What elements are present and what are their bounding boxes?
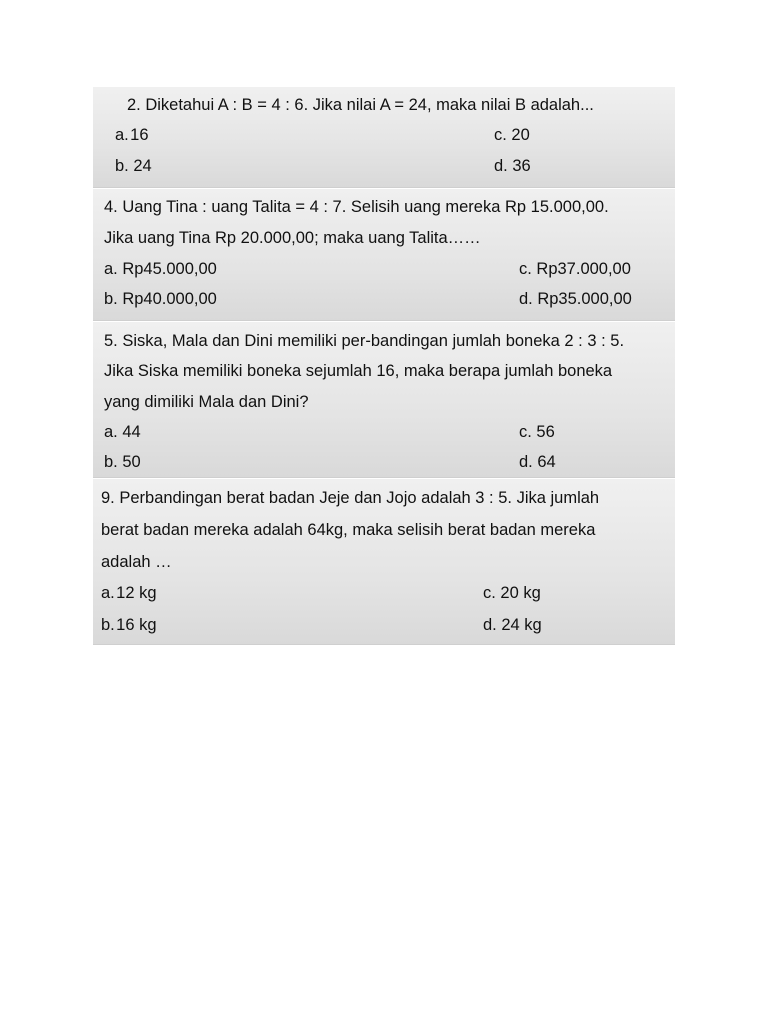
question-5-text-line-3: yang dimiliki Mala dan Dini?: [104, 393, 309, 411]
question-4-option-b: b. Rp40.000,00: [104, 290, 217, 308]
question-2-text: 2. Diketahui A : B = 4 : 6. Jika nilai A = 24, maka nilai B adalah...: [127, 96, 594, 114]
question-5-text-line-2: Jika Siska memiliki boneka sejumlah 16, maka berapa jumlah boneka: [104, 362, 613, 380]
question-9-text-line-2: berat badan mereka adalah 64kg, maka selisih berat badan mereka: [101, 521, 596, 539]
question-4-option-a: a. Rp45.000,00: [104, 260, 217, 278]
question-4-text-line-1: 4. Uang Tina : uang Talita = 4 : 7. Selisih uang mereka Rp 15.000,00.: [104, 198, 609, 216]
question-9-option-b: b. 16 kg: [101, 616, 157, 634]
question-5-panel: [93, 322, 675, 478]
question-9-option-a: a. 12 kg: [101, 584, 157, 602]
question-5-option-b: b. 50: [104, 453, 141, 471]
question-9-option-d: d. 24 kg: [483, 616, 542, 634]
question-4-option-d: d. Rp35.000,00: [519, 290, 632, 308]
question-9-text-line-3: adalah …: [101, 553, 172, 571]
question-4-panel: [93, 189, 675, 321]
question-5-option-d: d. 64: [519, 453, 556, 471]
question-5-option-a: a. 44: [104, 423, 141, 441]
question-9-text-line-1: 9. Perbandingan berat badan Jeje dan Jojo adalah 3 : 5. Jika jumlah: [101, 489, 600, 507]
question-4-text-line-2: Jika uang Tina Rp 20.000,00; maka uang Talita……: [104, 229, 481, 247]
question-9-option-c: c. 20 kg: [483, 584, 541, 602]
question-9-panel: [93, 479, 675, 645]
question-5-text-line-1: 5. Siska, Mala dan Dini memiliki per-bandingan jumlah boneka 2 : 3 : 5.: [104, 332, 625, 350]
question-2-option-b: b. 24: [115, 157, 152, 175]
question-2-option-a: a. 16: [115, 126, 149, 144]
question-2-option-d: d. 36: [494, 157, 531, 175]
question-2-panel: [93, 87, 675, 188]
question-4-option-c: c. Rp37.000,00: [519, 260, 631, 278]
question-5-option-c: c. 56: [519, 423, 555, 441]
question-2-option-c: c. 20: [494, 126, 530, 144]
